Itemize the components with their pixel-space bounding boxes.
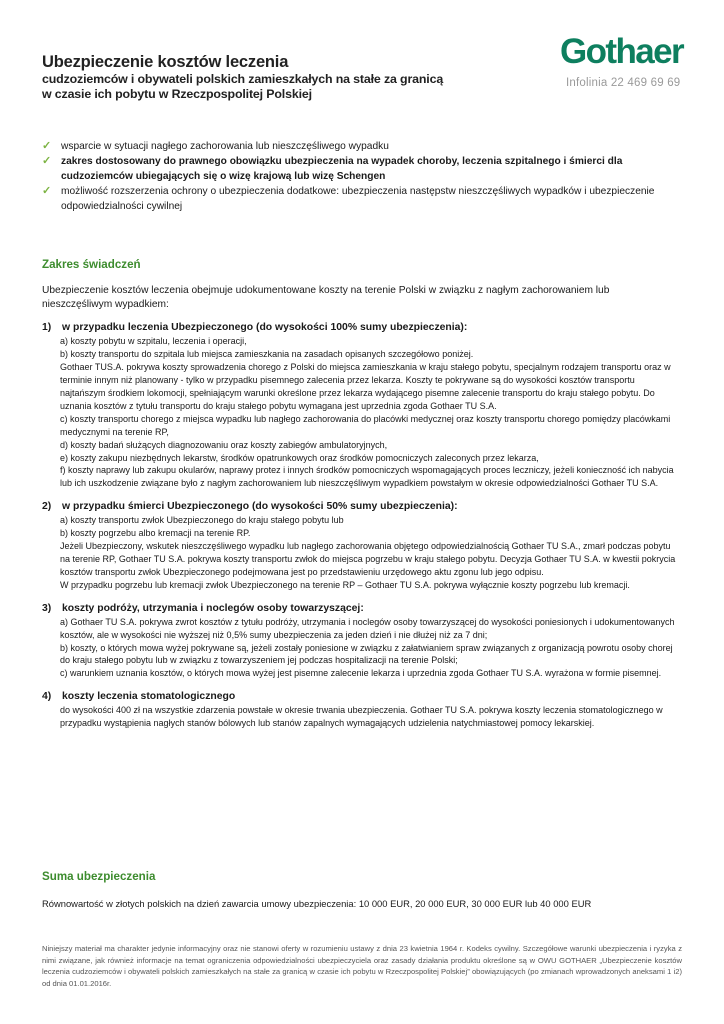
coverage-item-heading xyxy=(42,499,682,514)
gothaer-logo xyxy=(560,30,700,74)
benefit-text: zakres dostosowany do prawnego obowiązku ubezpieczenia na wypadek choroby, leczenia szpitalnego i śmierci dla cudzoziemców ubiegających się o wizę krajową lub wizę Schengen xyxy=(61,156,623,183)
document-header xyxy=(42,52,562,102)
detail-line: a) koszty transportu zwłok Ubezpieczonego do kraju stałego pobytu lub xyxy=(60,515,344,526)
coverage-item-heading xyxy=(42,689,682,704)
detail-line: do wysokości 400 zł na wszystkie zdarzenia powstałe w okresie trwania ubezpieczenia. Gothaer TU S.A. pokrywa koszty leczenia stomatologicznego w przypadku wystąpienia nagłych stanów bólowych lub stanów zapalnych wymagających udzielenia natychmiastowej pomocy lekarskiej. xyxy=(60,705,663,729)
coverage-item-title: w przypadku śmierci Ubezpieczonego (do wysokości 50% sumy ubezpieczenia): xyxy=(62,501,458,513)
detail-line: c) warunkiem uznania kosztów, o których mowa wyżej jest pisemne zalecenie lekarza i uprzednia zgoda Gothaer TU S.A. wyrażona w formie pisemnej. xyxy=(60,668,662,679)
coverage-item-number: 4) xyxy=(42,691,52,703)
section-heading-suma: Suma ubezpieczenia xyxy=(42,870,156,883)
zakres-section-body xyxy=(42,284,682,730)
coverage-item-title: koszty podróży, utrzymania i noclegów osoby towarzyszącej: xyxy=(62,602,364,614)
document-subtitle-line1: cudzoziemców i obywateli polskich zamieszkałych na stałe za granicą xyxy=(42,72,444,86)
coverage-item-number: 2) xyxy=(42,501,52,513)
checkmark-icon: ✓ xyxy=(42,140,52,152)
benefits-list xyxy=(42,139,682,214)
detail-line: b) koszty transportu do szpitala lub miejsca zamieszkania na zasadach opisanych szczegółowo poniżej. xyxy=(60,349,474,360)
list-item xyxy=(42,139,682,154)
detail-line: a) Gothaer TU S.A. pokrywa zwrot kosztów z tytułu podróży, utrzymania i noclegów osoby towarzyszącej do wysokości poniesionych i udokumentowanych kosztów, ale w wysokości nie wyższej niż 0,5% sumy ubezpieczenia za jeden dzień i nie dłużej niż za 7 dni; xyxy=(60,616,675,640)
coverage-item-heading xyxy=(42,320,682,335)
coverage-item-details xyxy=(42,514,682,591)
detail-line: a) koszty pobytu w szpitalu, leczenia i operacji, xyxy=(60,336,247,347)
coverage-item-details xyxy=(42,335,682,490)
coverage-item-details xyxy=(42,616,682,681)
detail-line: b) koszty, o których mowa wyżej pokrywane są, jeżeli zostały poniesione w związku z załatwianiem spraw związanych z organizacją powrotu osoby chorej do kraju stałego pobytu lub w związku z towarzyszeniem jej podczas hospitalizacji na terenie Polski; xyxy=(60,642,673,666)
legal-disclaimer: Niniejszy materiał ma charakter jedynie informacyjny oraz nie stanowi oferty w rozumieniu ustawy z dnia 23 kwietnia 1964 r. Kodeks cywilny. Szczegółowe warunki ubezpieczenia i ryzyka z nimi związane, jak również informacje na temat ograniczenia odpowiedzialności ubezpieczyciela oraz zasady działania produktu określone są w OWU GOTHAER „Ubezpieczenie kosztów leczenia cudzoziemców i obywateli polskich zamieszkałych na stałe za granicą w czasie ich pobytu w Rzeczpospolitej Polskiej” obowiązujących (po zmianach wprowadzonych aneksami 1 i2) od dnia 01.01.2016r. xyxy=(42,944,682,989)
checkmark-icon: ✓ xyxy=(42,185,52,198)
detail-line: c) koszty transportu chorego z miejsca wypadku lub nagłego zachorowania do placówki medycznej oraz koszty transportu chorego pomiędzy placówkami medycznymi na terenie RP, xyxy=(60,413,671,437)
benefit-text: możliwość rozszerzenia ochrony o ubezpieczenia dodatkowe: ubezpieczenia następstw nieszczęśliwych wypadków i ubezpieczenie odpowiedzialności cywilnej xyxy=(61,186,655,213)
detail-line: b) koszty pogrzebu albo kremacji na terenie RP. xyxy=(60,528,251,539)
list-item xyxy=(42,184,682,214)
coverage-item-heading xyxy=(42,601,682,616)
zakres-intro: Ubezpieczenie kosztów leczenia obejmuje udokumentowane koszty na terenie Polski w związku z nagłym zachorowaniem lub nieszczęśliwym wypadkiem: xyxy=(42,285,610,310)
coverage-item-details xyxy=(42,704,682,730)
coverage-item-number: 1) xyxy=(42,322,52,334)
brand-name: Gothaer xyxy=(560,32,683,71)
detail-line: W przypadku pogrzebu lub kremacji zwłok Ubezpieczonego na terenie RP – Gothaer TU S.A. pokrywa wyłącznie koszty pogrzebu lub kremacji. xyxy=(60,579,630,590)
detail-line: Jeżeli Ubezpieczony, wskutek nieszczęśliwego wypadku lub nagłego zachorowania objętego odpowiedzialnością Gothaer TU S.A., zmarł podczas pobytu na terenie RP, Gothaer TU S.A. pokrywa koszty transportu zwłok do miejsca pogrzebu w kraju stałego pobytu. Decyzja Gothaer TU S.A. w kwestii pokrycia kosztów transportu zwłok Ubezpieczonego podejmowana jest po przedstawieniu urzędowego aktu zgonu lub jego odpisu. xyxy=(60,541,676,577)
list-item xyxy=(42,154,682,184)
document-title: Ubezpieczenie kosztów leczenia xyxy=(42,53,289,71)
suma-text: Równowartość w złotych polskich na dzień zawarcia umowy ubezpieczenia: 10 000 EUR, 20 000 EUR, 30 000 EUR lub 40 000 EUR xyxy=(42,898,592,909)
coverage-item-title: koszty leczenia stomatologicznego xyxy=(62,691,236,703)
document-subtitle-line2: w czasie ich pobytu w Rzeczpospolitej Polskiej xyxy=(42,87,312,101)
detail-line: f) koszty naprawy lub zakupu okularów, naprawy protez i innych środków pomocniczych wspomagających proces leczniczy, jeżeli konieczność ich nabycia lub ich uszkodzenie związane było z nagłym zachorowaniem lub nieszczęśliwym wypadkiem powstałym w okresie odpowiedzialności Gothaer TU S.A. xyxy=(60,465,674,489)
benefit-text: wsparcie w sytuacji nagłego zachorowania lub nieszczęśliwego wypadku xyxy=(61,141,389,152)
section-heading-zakres: Zakres świadczeń xyxy=(42,258,141,271)
detail-line: e) koszty zakupu niezbędnych lekarstw, środków opatrunkowych oraz środków pomocniczych zaleconych przez lekarza, xyxy=(60,452,539,463)
detail-line: d) koszty badań służących diagnozowaniu oraz koszty zabiegów ambulatoryjnych, xyxy=(60,439,388,450)
checkmark-icon: ✓ xyxy=(42,155,52,168)
coverage-item-number: 3) xyxy=(42,602,52,614)
coverage-item-title: w przypadku leczenia Ubezpieczonego (do wysokości 100% sumy ubezpieczenia): xyxy=(62,322,468,334)
detail-line: Gothaer TUS.A. pokrywa koszty sprowadzenia chorego z Polski do miejsca zamieszkania w kraju stałego pobytu, specjalnym rodzajem transportu oraz w terminie innym niż planowany - tylko w przypadku pisemnego zalecenia przez lekarza. Koszty te pokrywane są do wysokości kosztów transportu najtańszym środkiem lokomocji, spełniającym warunki określone przez lekarza wydającego pisemne zalecenie transportu do kraju stałego pobytu. Do uznania kosztów z tytułu transportu do kraju stałego pobytu wymagana jest uprzednia zgoda Gothaer TU S.A. xyxy=(60,362,671,411)
hotline-number: Infolinia 22 469 69 69 xyxy=(566,77,681,89)
